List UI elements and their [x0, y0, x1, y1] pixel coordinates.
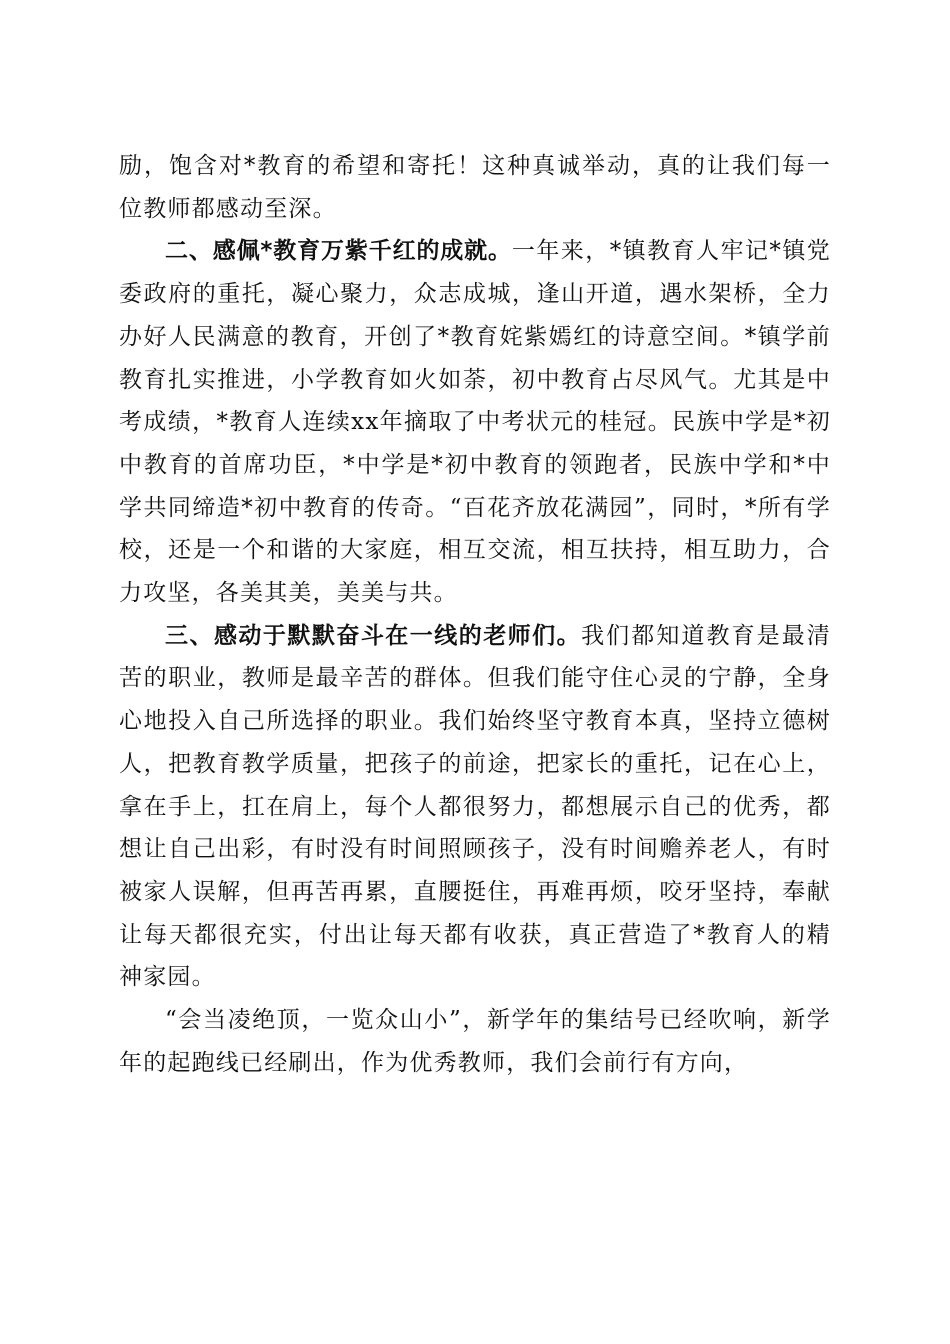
paragraph-text: 我们都知道教育是最清苦的职业，教师是最辛苦的群体。但我们能守住心灵的宁静，全身心地投入自己所选择的职业。我们始终坚守教育本真，坚持立德树人，把教育教学质量，把孩子的前途，把家长的重托，记在心上，拿在手上，扛在肩上，每个人都很努力，都想展示自己的优秀，都想让自己出彩，有时没有时间照顾孩子，没有时间赡养老人，有时被家人误解，但再苦再累，直腰挺住，再难再烦，咬牙坚持，奉献让每天都很充实，付出让每天都有收获，真正营造了*教育人的精神家园。 [119, 622, 832, 991]
document-body [119, 145, 831, 1084]
paragraph-section-two [119, 230, 831, 614]
section-three-heading: 三、感动于默默奋斗在一线的老师们。 [165, 622, 582, 649]
paragraph-closing [119, 999, 831, 1084]
section-two-heading: 二、感佩*教育万紫千红的成就。 [165, 238, 512, 265]
paragraph-text: “会当凌绝顶，一览众山小”，新学年的集结号已经吹响，新学年的起跑线已经刷出，作为优秀教师，我们会前行有方向， [119, 1007, 831, 1076]
paragraph-section-three [119, 615, 831, 999]
paragraph-text: 一年来，*镇教育人牢记*镇党委政府的重托，凝心聚力，众志成城，逢山开道，遇水架桥，全力办好人民满意的教育，开创了*教育姹紫嫣红的诗意空间。*镇学前教育扎实推进，小学教育如火如荼，初中教育占尽风气。尤其是中考成绩，*教育人连续xx年摘取了中考状元的桂冠。民族中学是*初中教育的首席功臣，*中学是*初中教育的领跑者，民族中学和*中学共同缔造*初中教育的传奇。“百花齐放花满园”，同时，*所有学校，还是一个和谐的大家庭，相互交流，相互扶持，相互助力，合力攻坚，各美其美，美美与共。 [119, 238, 831, 607]
paragraph-text: 励，饱含对*教育的希望和寄托！这种真诚举动，真的让我们每一位教师都感动至深。 [119, 153, 831, 222]
paragraph-continuation [119, 145, 831, 230]
